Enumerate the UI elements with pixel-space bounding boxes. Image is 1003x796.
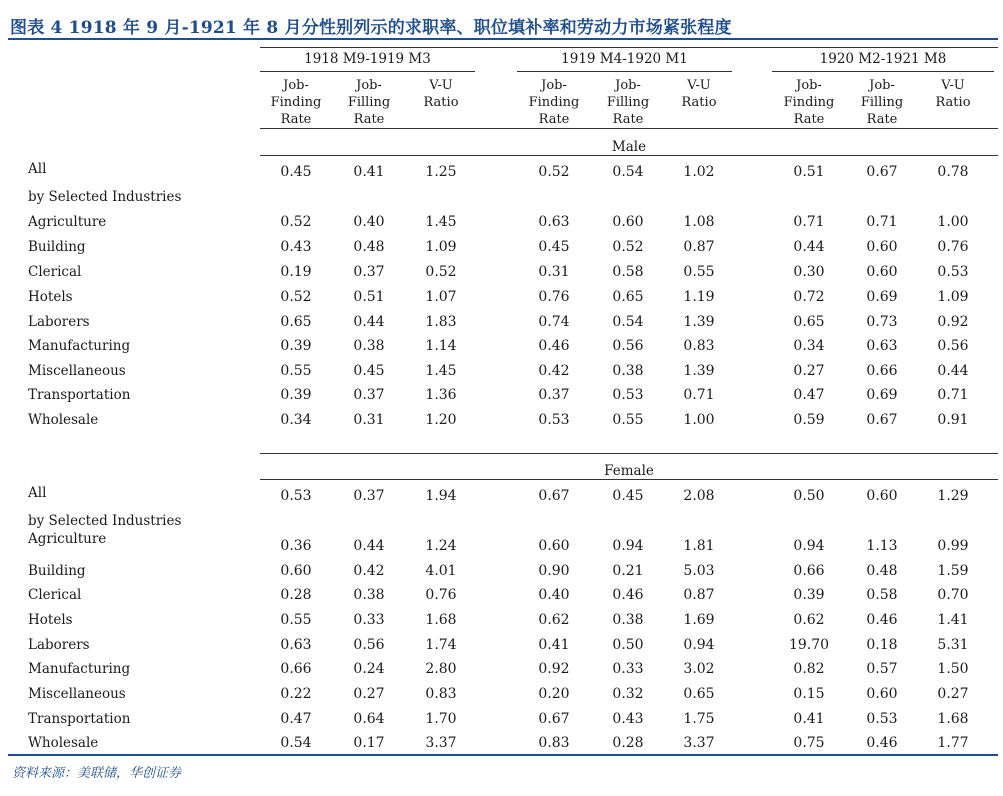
table-cell: 0.87 — [683, 587, 715, 603]
table-cell: 1.77 — [937, 735, 969, 751]
figure-title: 图表 4 1918 年 9 月-1921 年 8 月分性别列示的求职率、职位填补率和劳动力市场紧张程度 — [10, 18, 732, 38]
table-cell: 0.78 — [937, 164, 969, 180]
table-cell: 0.51 — [793, 164, 825, 180]
column-header-line: Rate — [353, 112, 385, 127]
period-header: 1918 M9-1919 M3 — [304, 51, 431, 67]
table-cell: 0.38 — [353, 587, 385, 603]
table-cell: 0.71 — [866, 214, 898, 230]
table-cell: 0.22 — [280, 686, 312, 702]
table-cell: 0.65 — [683, 686, 715, 702]
row-label: Clerical — [28, 587, 82, 603]
column-header-line: Filling — [347, 95, 391, 110]
column-header-line: Finding — [783, 95, 835, 110]
table-cell: 1.45 — [425, 214, 457, 230]
table-cell: 0.43 — [280, 239, 312, 255]
table-cell: 1.24 — [425, 538, 457, 554]
table-cell: 0.54 — [612, 164, 644, 180]
table-cell: 0.17 — [353, 735, 385, 751]
bottom-rule — [8, 754, 998, 756]
table-cell: 0.32 — [612, 686, 644, 702]
table-cell: 0.74 — [538, 314, 570, 330]
table-cell: 4.01 — [425, 563, 457, 579]
table-cell: 0.83 — [683, 338, 715, 354]
table-cell: 0.34 — [280, 412, 312, 428]
table-cell: 1.00 — [937, 214, 969, 230]
table-cell: 2.80 — [425, 661, 457, 677]
table-cell: 0.24 — [353, 661, 385, 677]
table-cell: 0.51 — [353, 289, 385, 305]
column-header — [261, 77, 331, 128]
table-cell: 1.14 — [425, 338, 457, 354]
table-cell: 1.69 — [683, 612, 715, 628]
table-cell: 0.54 — [612, 314, 644, 330]
table-cell: 2.08 — [683, 488, 715, 504]
table-cell: 0.64 — [353, 711, 385, 727]
table-cell: 0.56 — [937, 338, 969, 354]
table-cell: 0.83 — [538, 735, 570, 751]
table-cell: 1.83 — [425, 314, 457, 330]
table-cell: 0.94 — [683, 637, 715, 653]
table-cell: 0.63 — [866, 338, 898, 354]
table-cell: 1.59 — [937, 563, 969, 579]
table-cell: 0.41 — [538, 637, 570, 653]
table-cell: 1.81 — [683, 538, 715, 554]
table-cell: 3.37 — [683, 735, 715, 751]
table-cell: 0.53 — [280, 488, 312, 504]
column-header-line: Rate — [612, 112, 644, 127]
table-cell: 0.27 — [937, 686, 969, 702]
column-header-line: Rate — [538, 112, 570, 127]
table-cell: 1.68 — [937, 711, 969, 727]
table-cell: 0.66 — [280, 661, 312, 677]
section-label-rule — [260, 479, 998, 480]
table-cell: 1.68 — [425, 612, 457, 628]
top-rule — [260, 47, 998, 48]
table-cell: 0.76 — [425, 587, 457, 603]
table-cell: 1.09 — [425, 239, 457, 255]
table-cell: 1.50 — [937, 661, 969, 677]
table-cell: 0.90 — [538, 563, 570, 579]
column-header — [593, 77, 663, 128]
table-cell: 0.56 — [353, 637, 385, 653]
table-cell: 0.66 — [866, 363, 898, 379]
table-cell: 0.71 — [683, 387, 715, 403]
table-cell: 0.65 — [612, 289, 644, 305]
table-cell: 0.99 — [937, 538, 969, 554]
table-cell: 0.37 — [538, 387, 570, 403]
table-cell: 0.70 — [937, 587, 969, 603]
row-label: Miscellaneous — [28, 686, 126, 702]
table-cell: 0.28 — [612, 735, 644, 751]
table-cell: 0.46 — [612, 587, 644, 603]
table-cell: 0.72 — [793, 289, 825, 305]
row-label: Agriculture — [28, 531, 107, 547]
table-cell: 0.38 — [612, 612, 644, 628]
row-label: Wholesale — [28, 735, 99, 751]
subheader-label: by Selected Industries — [28, 189, 182, 205]
table-cell: 0.60 — [866, 686, 898, 702]
column-header-line: Ratio — [423, 95, 459, 110]
table-cell: 0.56 — [612, 338, 644, 354]
table-cell: 0.92 — [538, 661, 570, 677]
table-cell: 0.27 — [353, 686, 385, 702]
table-cell: 0.58 — [866, 587, 898, 603]
table-cell: 0.44 — [793, 239, 825, 255]
table-cell: 0.71 — [793, 214, 825, 230]
period-underline — [517, 71, 732, 72]
period-underline — [772, 71, 994, 72]
column-header-line: V-U — [429, 78, 453, 93]
table-cell: 0.60 — [866, 239, 898, 255]
row-label: Clerical — [28, 264, 82, 280]
column-header — [847, 77, 917, 128]
table-cell: 0.94 — [793, 538, 825, 554]
table-cell: 1.13 — [866, 538, 898, 554]
table-cell: 0.55 — [280, 363, 312, 379]
column-header-line: V-U — [941, 78, 965, 93]
table-cell: 0.20 — [538, 686, 570, 702]
row-label: Hotels — [28, 289, 73, 305]
table-cell: 0.27 — [793, 363, 825, 379]
table-cell: 3.37 — [425, 735, 457, 751]
table-cell: 0.60 — [538, 538, 570, 554]
table-cell: 0.45 — [353, 363, 385, 379]
table-cell: 1.75 — [683, 711, 715, 727]
table-cell: 0.38 — [612, 363, 644, 379]
row-label: Laborers — [28, 637, 90, 653]
row-label: Agriculture — [28, 214, 107, 230]
table-cell: 0.42 — [353, 563, 385, 579]
column-header-line: Ratio — [935, 95, 971, 110]
column-header-line: Job- — [869, 78, 895, 93]
table-cell: 0.44 — [353, 538, 385, 554]
table-cell: 0.45 — [538, 239, 570, 255]
section-separator — [260, 453, 998, 454]
column-header-line: Job- — [541, 78, 567, 93]
table-cell: 0.52 — [280, 289, 312, 305]
period-header: 1919 M4-1920 M1 — [561, 51, 688, 67]
table-cell: 1.25 — [425, 164, 457, 180]
column-header-line: Finding — [528, 95, 580, 110]
table-cell: 0.48 — [866, 563, 898, 579]
table-cell: 0.39 — [280, 338, 312, 354]
table-cell: 0.67 — [538, 488, 570, 504]
table-cell: 0.67 — [538, 711, 570, 727]
table-cell: 19.70 — [788, 637, 830, 653]
table-cell: 0.28 — [280, 587, 312, 603]
row-label: Laborers — [28, 314, 90, 330]
table-cell: 0.18 — [866, 637, 898, 653]
table-cell: 0.33 — [353, 612, 385, 628]
table-cell: 0.19 — [280, 264, 312, 280]
table-cell: 0.45 — [280, 164, 312, 180]
subheader-label: by Selected Industries — [28, 513, 182, 529]
table-cell: 0.65 — [793, 314, 825, 330]
section-label: Female — [604, 463, 654, 479]
table-cell: 0.37 — [353, 387, 385, 403]
table-cell: 0.91 — [937, 412, 969, 428]
column-header-line: Job- — [283, 78, 309, 93]
table-cell: 1.02 — [683, 164, 715, 180]
column-header-line: Filling — [606, 95, 650, 110]
period-header: 1920 M2-1921 M8 — [819, 51, 947, 67]
table-cell: 1.39 — [683, 314, 715, 330]
column-header-line: Job- — [796, 78, 822, 93]
table-cell: 0.43 — [612, 711, 644, 727]
table-cell: 0.45 — [612, 488, 644, 504]
table-cell: 0.58 — [612, 264, 644, 280]
table-cell: 0.46 — [538, 338, 570, 354]
table-cell: 0.38 — [353, 338, 385, 354]
table-cell: 1.20 — [425, 412, 457, 428]
row-label: Transportation — [28, 387, 131, 403]
table-cell: 1.41 — [937, 612, 969, 628]
column-header-line: Filling — [860, 95, 904, 110]
table-cell: 0.47 — [793, 387, 825, 403]
table-cell: 0.33 — [612, 661, 644, 677]
column-header-line: Job- — [615, 78, 641, 93]
table-cell: 1.36 — [425, 387, 457, 403]
table-cell: 0.67 — [866, 412, 898, 428]
table-cell: 0.55 — [280, 612, 312, 628]
column-header-line: Rate — [793, 112, 825, 127]
table-cell: 1.09 — [937, 289, 969, 305]
section-label-rule — [260, 155, 998, 156]
table-cell: 0.53 — [866, 711, 898, 727]
table-cell: 0.41 — [353, 164, 385, 180]
table-cell: 5.31 — [937, 637, 969, 653]
table-cell: 1.19 — [683, 289, 715, 305]
table-cell: 0.50 — [793, 488, 825, 504]
row-label: Building — [28, 239, 86, 255]
figure-title-bar — [8, 10, 998, 40]
period-underline — [260, 71, 475, 72]
row-label: Wholesale — [28, 412, 99, 428]
table-cell: 0.52 — [612, 239, 644, 255]
column-header — [918, 77, 988, 111]
table-cell: 0.65 — [280, 314, 312, 330]
table-cell: 0.57 — [866, 661, 898, 677]
column-header-line: Ratio — [681, 95, 717, 110]
table-cell: 0.62 — [793, 612, 825, 628]
table-cell: 0.83 — [425, 686, 457, 702]
column-header-line: Rate — [866, 112, 898, 127]
table-cell: 0.75 — [793, 735, 825, 751]
column-header — [519, 77, 589, 128]
table-cell: 0.69 — [866, 289, 898, 305]
table-cell: 0.40 — [353, 214, 385, 230]
table-cell: 0.39 — [793, 587, 825, 603]
table-cell: 0.50 — [612, 637, 644, 653]
table-cell: 1.45 — [425, 363, 457, 379]
table-cell: 0.76 — [937, 239, 969, 255]
source-note: 资料来源：美联储，华创证券 — [12, 766, 182, 781]
table-cell: 0.31 — [538, 264, 570, 280]
table-cell: 0.60 — [866, 488, 898, 504]
table-cell: 1.74 — [425, 637, 457, 653]
table-cell: 0.47 — [280, 711, 312, 727]
column-header-line: V-U — [687, 78, 711, 93]
table-cell: 0.66 — [793, 563, 825, 579]
table-cell: 0.53 — [538, 412, 570, 428]
table-cell: 0.55 — [683, 264, 715, 280]
table-cell: 0.67 — [866, 164, 898, 180]
table-cell: 0.46 — [866, 612, 898, 628]
table-cell: 0.21 — [612, 563, 644, 579]
table-cell: 1.70 — [425, 711, 457, 727]
row-label: Hotels — [28, 612, 73, 628]
table-cell: 0.71 — [937, 387, 969, 403]
table-cell: 0.94 — [612, 538, 644, 554]
table-cell: 0.82 — [793, 661, 825, 677]
table-cell: 0.76 — [538, 289, 570, 305]
table-cell: 0.62 — [538, 612, 570, 628]
table-cell: 0.92 — [937, 314, 969, 330]
table-cell: 5.03 — [683, 563, 715, 579]
table-cell: 1.07 — [425, 289, 457, 305]
table-cell: 0.15 — [793, 686, 825, 702]
table-cell: 0.52 — [538, 164, 570, 180]
row-label: Building — [28, 563, 86, 579]
table-cell: 0.34 — [793, 338, 825, 354]
table-cell: 0.52 — [425, 264, 457, 280]
column-header — [334, 77, 404, 128]
row-label-all: All — [28, 485, 47, 501]
table-cell: 0.31 — [353, 412, 385, 428]
table-cell: 0.46 — [866, 735, 898, 751]
table-cell: 0.52 — [280, 214, 312, 230]
table-cell: 0.42 — [538, 363, 570, 379]
table-cell: 0.87 — [683, 239, 715, 255]
table-cell: 0.60 — [866, 264, 898, 280]
table-cell: 0.37 — [353, 264, 385, 280]
table-cell: 1.29 — [937, 488, 969, 504]
row-label: Transportation — [28, 711, 131, 727]
section-label: Male — [611, 139, 647, 155]
table-cell: 0.44 — [353, 314, 385, 330]
table-cell: 0.63 — [538, 214, 570, 230]
row-label-all: All — [28, 161, 47, 177]
table-cell: 0.54 — [280, 735, 312, 751]
table-cell: 0.55 — [612, 412, 644, 428]
table-cell: 0.53 — [612, 387, 644, 403]
table-cell: 3.02 — [683, 661, 715, 677]
table-cell: 0.36 — [280, 538, 312, 554]
row-label: Manufacturing — [28, 338, 131, 354]
table-cell: 0.53 — [937, 264, 969, 280]
table-cell: 0.60 — [280, 563, 312, 579]
column-header — [406, 77, 476, 111]
table-cell: 1.39 — [683, 363, 715, 379]
column-header-line: Finding — [270, 95, 322, 110]
table-cell: 0.48 — [353, 239, 385, 255]
column-header-line: Rate — [280, 112, 312, 127]
table-cell: 1.00 — [683, 412, 715, 428]
table-cell: 0.60 — [612, 214, 644, 230]
table-cell: 0.59 — [793, 412, 825, 428]
table-cell: 0.39 — [280, 387, 312, 403]
table-cell: 0.69 — [866, 387, 898, 403]
table-cell: 0.37 — [353, 488, 385, 504]
table-cell: 0.41 — [793, 711, 825, 727]
column-header — [774, 77, 844, 128]
table-cell: 0.30 — [793, 264, 825, 280]
table-cell: 0.40 — [538, 587, 570, 603]
table-cell: 1.94 — [425, 488, 457, 504]
row-label: Manufacturing — [28, 661, 131, 677]
table-cell: 0.44 — [937, 363, 969, 379]
row-label: Miscellaneous — [28, 363, 126, 379]
column-header — [664, 77, 734, 111]
column-header-line: Job- — [356, 78, 382, 93]
header-bottom-rule — [260, 128, 998, 129]
table-cell: 0.63 — [280, 637, 312, 653]
table-cell: 0.73 — [866, 314, 898, 330]
table-cell: 1.08 — [683, 214, 715, 230]
